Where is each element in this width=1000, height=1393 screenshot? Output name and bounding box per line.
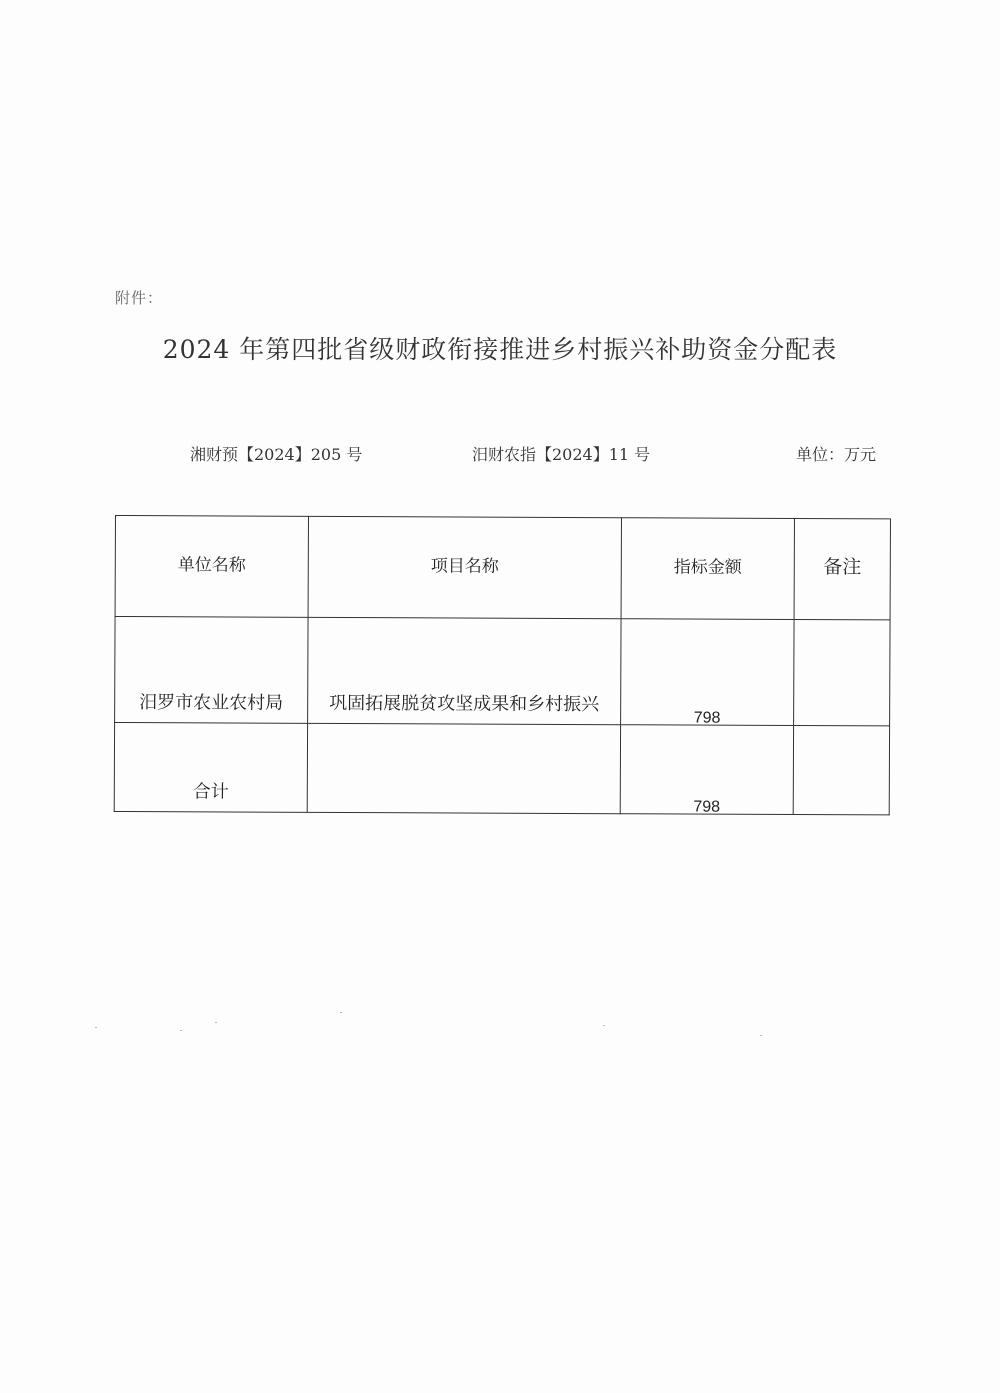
header-unit-name: 单位名称 <box>115 516 308 618</box>
scan-speck <box>760 1035 762 1036</box>
document-title: 2024 年第四批省级财政衔接推进乡村振兴补助资金分配表 <box>162 335 838 364</box>
scan-speck <box>95 1027 97 1028</box>
attachment-label: 附件： <box>115 289 164 307</box>
scan-speck <box>603 1025 605 1026</box>
scan-speck <box>180 1030 182 1031</box>
header-amount: 指标金额 <box>621 518 794 620</box>
reference-number-1: 湘财预【2024】205 号 <box>190 445 363 464</box>
header-project-name: 项目名称 <box>308 516 621 618</box>
total-label: 合计 <box>114 723 307 813</box>
total-amount: 798 <box>620 725 793 815</box>
table-total-row <box>114 723 889 815</box>
header-remark: 备注 <box>794 518 890 619</box>
reference-number-2: 汨财农指【2024】11 号 <box>472 445 651 464</box>
cell-remark <box>794 619 890 725</box>
total-remark <box>793 725 889 814</box>
unit-label: 单位：万元 <box>796 445 877 464</box>
cell-unit-name: 汨罗市农业农村局 <box>115 617 308 724</box>
cell-project-name: 巩固拓展脱贫攻坚成果和乡村振兴 <box>308 617 621 724</box>
table-row <box>115 617 890 726</box>
table-header-row <box>115 516 890 620</box>
cell-amount: 798 <box>621 619 794 726</box>
total-project-name <box>307 723 620 813</box>
allocation-table <box>114 515 891 815</box>
scan-speck <box>340 1012 342 1013</box>
allocation-table-wrapper <box>114 515 890 815</box>
scan-speck <box>215 1022 217 1023</box>
